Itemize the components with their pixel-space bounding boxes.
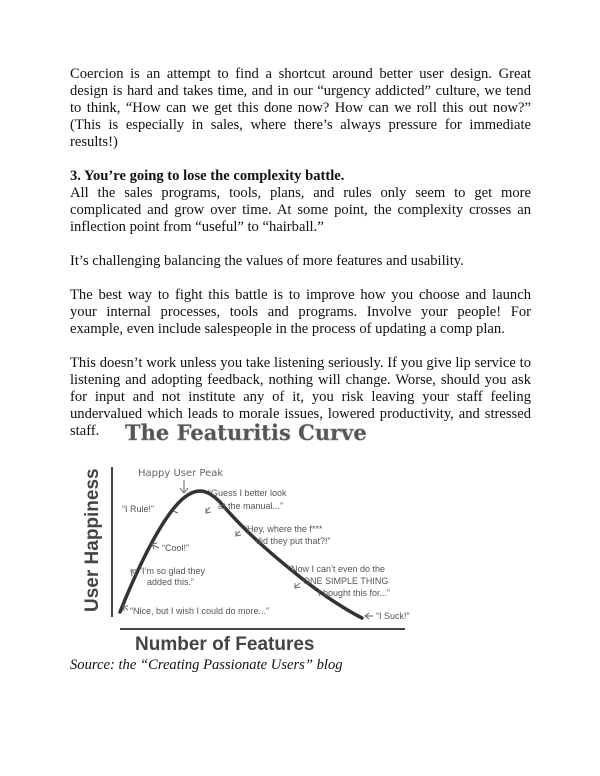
annotation-now-1: “Now I can’t even do the <box>288 564 386 574</box>
paragraph-listening: This doesn’t work unless you take listening seriously. If you give lip service to listening and adopting feedback, nothing will change. Worse, should you ask for input and not institute any of it, you risk leaving your staff feeling undervalued which leads to morale issues, lowered productivity, and stressed staff. <box>70 355 531 439</box>
document-body <box>70 66 531 440</box>
figure-title: The Featuritis Curve <box>125 420 367 445</box>
annotation-guess-2: at the manual...” <box>218 501 284 511</box>
annotation-now-2: ONE SIMPLE THING <box>303 576 389 586</box>
featuritis-curve-figure <box>70 412 430 652</box>
section-heading: 3. You’re going to lose the complexity battle. <box>70 168 345 184</box>
paragraph-fight-battle: The best way to fight this battle is to improve how you choose and launch your internal processes, tools and programs. Involve your people! For example, even include salespeople in the process of updating a comp plan. <box>70 287 531 337</box>
annotation-rule: “I Rule!” <box>122 504 155 514</box>
annotation-now-3: I bought this for...” <box>318 588 391 598</box>
annotation-glad-1: “I’m so glad they <box>139 566 206 576</box>
annotation-cool: “Cool!” <box>162 543 190 553</box>
paragraph-coercion: Coercion is an attempt to find a shortcut around better user design. Great design is hard and takes time, and in our “urgency addicted” culture, we tend to think, “How can we get this done now? How can we roll this out now?” (This is especially in sales, where there’s always pressure for immediate results!) <box>70 66 531 150</box>
y-axis-label: User Happiness <box>82 468 103 612</box>
annotation-hey-1: “Hey, where the f*** <box>244 524 323 534</box>
annotation-suck: “I Suck!” <box>376 611 410 621</box>
x-axis-label: Number of Features <box>135 634 315 652</box>
peak-label: Happy User Peak <box>138 468 224 479</box>
paragraph-balancing: It’s challenging balancing the values of more features and usability. <box>70 253 464 269</box>
figure-caption: Source: the “Creating Passionate Users” blog <box>70 657 343 673</box>
annotation-glad-2: added this.” <box>147 577 195 587</box>
annotation-nice: “Nice, but I wish I could do more...” <box>130 606 270 616</box>
paragraph-complexity: All the sales programs, tools, plans, and rules only seem to get more complicated and grow over time. At some point, the complexity crosses an inflection point from “useful” to “hairball.” <box>70 185 531 235</box>
annotation-hey-2: did they put that?!” <box>256 536 331 546</box>
annotation-guess-1: “Guess I better look <box>208 488 287 498</box>
